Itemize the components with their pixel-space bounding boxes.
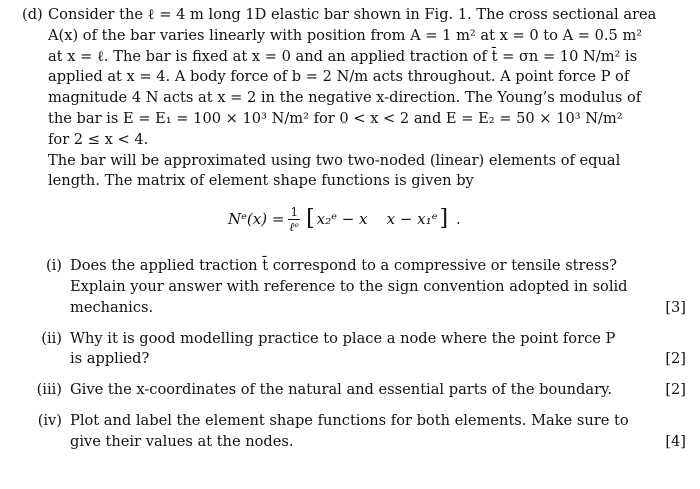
subquestion-text (70, 256, 646, 318)
subquestion-text (70, 329, 646, 371)
subquestion-line: Plot and label the element shape functions for both elements. Make sure to (70, 411, 629, 429)
subquestion-iii (22, 380, 686, 401)
question-body (48, 5, 686, 242)
subquestion-line: Give the x-coordinates of the natural and essential parts of the boundary. (70, 381, 612, 399)
subquestion-line: mechanics. (70, 298, 154, 316)
question-line: magnitude 4 N acts at x = 2 in the negative x-direction. The Young’s modulus of (48, 89, 642, 107)
left-bracket: [ (306, 206, 315, 232)
subquestion-iv (22, 411, 686, 453)
subquestion-text (70, 411, 646, 453)
subquestion-label: (i) (45, 257, 62, 275)
question-label: (d) (22, 6, 43, 23)
question-line: The bar will be approximated using two two-noded (linear) elements of equal (48, 151, 621, 169)
marks-badge: [3] (665, 298, 686, 316)
question-line: applied at x = 4. A body force of b = 2 N/m acts throughout. A point force P of (48, 68, 630, 86)
right-bracket: ] (439, 206, 449, 232)
subquestion-line: give their values at the nodes. (70, 432, 294, 450)
question-line: A(x) of the bar varies linearly with position from A = 1 m² at x = 0 to A = 0.5 m² (48, 26, 643, 44)
question-line: the bar is E = E₁ = 100 × 10³ N/m² for 0 < x < 2 and E = E₂ = 50 × 10³ N/m² (48, 109, 623, 127)
subquestion-i (22, 256, 686, 318)
formula-fraction (288, 205, 300, 234)
fraction-numerator: 1 (290, 204, 299, 219)
subquestion-ii (22, 329, 686, 371)
question-d (22, 5, 686, 242)
marks-badge: [2] (665, 350, 686, 368)
formula-trail: . (456, 209, 461, 228)
fraction-denominator: ℓᵉ (289, 219, 300, 234)
marks-badge: [4] (665, 432, 686, 450)
formula-lhs: Nᵉ(x) = (228, 209, 285, 228)
subquestion-line: Explain your answer with reference to the sign convention adopted in solid (70, 277, 628, 295)
subquestion-label: (ii) (41, 329, 62, 347)
question-line: length. The matrix of element shape functions is given by (48, 172, 474, 190)
subquestion-line: Why it is good modelling practice to place a node where the point force P (70, 329, 616, 347)
question-line: for 2 ≤ x < 4. (48, 130, 149, 148)
subquestion-line: Does the applied traction t̄ correspond to a compressive or tensile stress? (70, 257, 617, 275)
subquestion-label: (iv) (37, 411, 62, 429)
formula-bracket-body: x₂ᵉ − x x − x₁ᵉ (316, 209, 438, 228)
subquestion-line: is applied? (70, 350, 150, 368)
subquestion-text (70, 380, 646, 401)
question-line: Consider the ℓ = 4 m long 1D elastic bar shown in Fig. 1. The cross sectional area (48, 6, 657, 23)
shape-function-formula (228, 204, 686, 234)
subquestion-label: (iii) (36, 381, 62, 399)
marks-badge: [2] (665, 381, 686, 399)
question-line: at x = ℓ. The bar is fixed at x = 0 and an applied traction of t̄ = σn = 10 N/m² is (48, 47, 638, 65)
